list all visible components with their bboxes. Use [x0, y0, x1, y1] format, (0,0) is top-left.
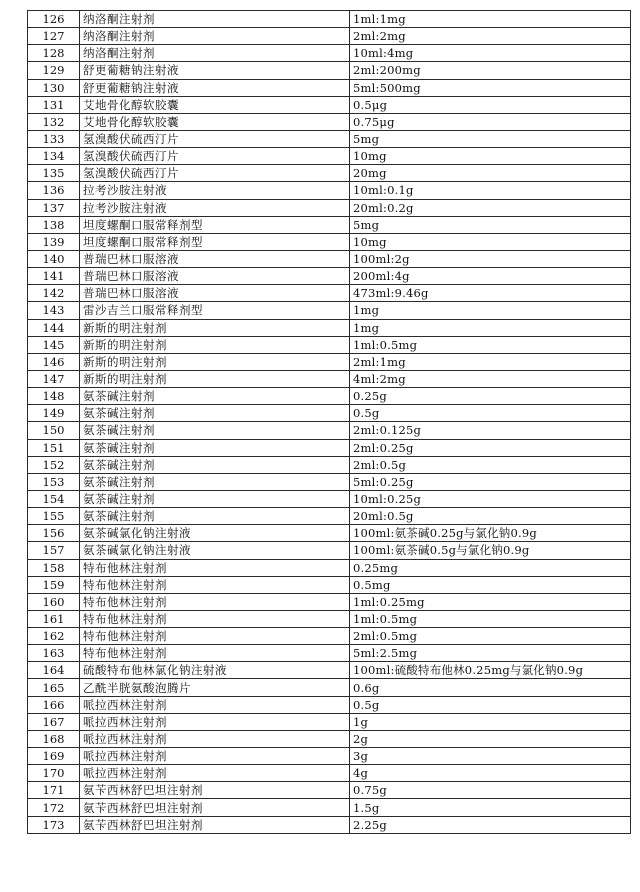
- row-number-cell: 154: [28, 490, 80, 507]
- table-row: [28, 490, 631, 507]
- drug-name-cell: 氨茶碱注射剂: [80, 508, 350, 525]
- drug-name-cell: 雷沙吉兰口服常释剂型: [80, 302, 350, 319]
- specification-cell: 2ml:2mg: [350, 28, 631, 45]
- drug-name-cell: 纳洛酮注射剂: [80, 45, 350, 62]
- specification-cell: 5ml:2.5mg: [350, 645, 631, 662]
- table-row: [28, 319, 631, 336]
- specification-cell: 473ml:9.46g: [350, 285, 631, 302]
- specification-cell: 10mg: [350, 233, 631, 250]
- drug-name-cell: 新斯的明注射剂: [80, 319, 350, 336]
- table-row: [28, 370, 631, 387]
- row-number-cell: 156: [28, 525, 80, 542]
- table-row: [28, 165, 631, 182]
- row-number-cell: 129: [28, 62, 80, 79]
- row-number-cell: 138: [28, 216, 80, 233]
- row-number-cell: 162: [28, 628, 80, 645]
- row-number-cell: 150: [28, 422, 80, 439]
- table-row: [28, 456, 631, 473]
- row-number-cell: 160: [28, 593, 80, 610]
- row-number-cell: 163: [28, 645, 80, 662]
- table-row: [28, 593, 631, 610]
- drug-name-cell: 氨茶碱注射剂: [80, 405, 350, 422]
- drug-name-cell: 氨茶碱氯化钠注射液: [80, 525, 350, 542]
- row-number-cell: 170: [28, 765, 80, 782]
- drug-name-cell: 坦度螺酮口服常释剂型: [80, 216, 350, 233]
- table-row: [28, 28, 631, 45]
- specification-cell: 5mg: [350, 216, 631, 233]
- row-number-cell: 153: [28, 473, 80, 490]
- specification-cell: 5ml:0.25g: [350, 473, 631, 490]
- table-row: [28, 148, 631, 165]
- drug-name-cell: 艾地骨化醇软胶囊: [80, 113, 350, 130]
- row-number-cell: 135: [28, 165, 80, 182]
- specification-cell: 1ml:1mg: [350, 11, 631, 28]
- drug-list-body: [28, 11, 631, 834]
- row-number-cell: 132: [28, 113, 80, 130]
- drug-name-cell: 特布他林注射剂: [80, 645, 350, 662]
- drug-name-cell: 哌拉西林注射剂: [80, 765, 350, 782]
- specification-cell: 1g: [350, 713, 631, 730]
- row-number-cell: 165: [28, 679, 80, 696]
- drug-name-cell: 氨茶碱注射剂: [80, 439, 350, 456]
- specification-cell: 2ml:1mg: [350, 353, 631, 370]
- specification-cell: 0.25g: [350, 388, 631, 405]
- row-number-cell: 136: [28, 182, 80, 199]
- specification-cell: 1.5g: [350, 799, 631, 816]
- table-row: [28, 610, 631, 627]
- drug-name-cell: 氨苄西林舒巴坦注射剂: [80, 816, 350, 833]
- specification-cell: 1mg: [350, 319, 631, 336]
- drug-name-cell: 纳洛酮注射剂: [80, 11, 350, 28]
- drug-name-cell: 氨苄西林舒巴坦注射剂: [80, 782, 350, 799]
- table-row: [28, 182, 631, 199]
- specification-cell: 1mg: [350, 302, 631, 319]
- specification-cell: 2ml:0.5mg: [350, 628, 631, 645]
- drug-name-cell: 氨茶碱注射剂: [80, 388, 350, 405]
- row-number-cell: 169: [28, 748, 80, 765]
- row-number-cell: 128: [28, 45, 80, 62]
- drug-name-cell: 新斯的明注射剂: [80, 353, 350, 370]
- table-row: [28, 268, 631, 285]
- specification-cell: 10ml:0.25g: [350, 490, 631, 507]
- drug-name-cell: 哌拉西林注射剂: [80, 730, 350, 747]
- table-row: [28, 645, 631, 662]
- table-row: [28, 559, 631, 576]
- drug-name-cell: 氢溴酸伏硫西汀片: [80, 130, 350, 147]
- row-number-cell: 145: [28, 336, 80, 353]
- table-row: [28, 422, 631, 439]
- table-row: [28, 525, 631, 542]
- row-number-cell: 161: [28, 610, 80, 627]
- drug-name-cell: 新斯的明注射剂: [80, 370, 350, 387]
- table-row: [28, 816, 631, 833]
- specification-cell: 2g: [350, 730, 631, 747]
- row-number-cell: 167: [28, 713, 80, 730]
- row-number-cell: 141: [28, 268, 80, 285]
- specification-cell: 3g: [350, 748, 631, 765]
- specification-cell: 0.5g: [350, 696, 631, 713]
- specification-cell: 100ml:氨茶碱0.5g与氯化钠0.9g: [350, 542, 631, 559]
- drug-name-cell: 乙酰半胱氨酸泡腾片: [80, 679, 350, 696]
- drug-name-cell: 特布他林注射剂: [80, 576, 350, 593]
- drug-name-cell: 氨茶碱注射剂: [80, 456, 350, 473]
- specification-cell: 10mg: [350, 148, 631, 165]
- drug-name-cell: 氨茶碱氯化钠注射液: [80, 542, 350, 559]
- specification-cell: 5ml:500mg: [350, 79, 631, 96]
- table-row: [28, 508, 631, 525]
- drug-name-cell: 氨茶碱注射剂: [80, 422, 350, 439]
- row-number-cell: 140: [28, 250, 80, 267]
- drug-name-cell: 普瑞巴林口服溶液: [80, 285, 350, 302]
- specification-cell: 100ml:氨茶碱0.25g与氯化钠0.9g: [350, 525, 631, 542]
- row-number-cell: 166: [28, 696, 80, 713]
- specification-cell: 100ml:硫酸特布他林0.25mg与氯化钠0.9g: [350, 662, 631, 679]
- specification-cell: 1ml:0.5mg: [350, 610, 631, 627]
- specification-cell: 2ml:0.125g: [350, 422, 631, 439]
- drug-name-cell: 特布他林注射剂: [80, 559, 350, 576]
- drug-name-cell: 普瑞巴林口服溶液: [80, 250, 350, 267]
- table-row: [28, 679, 631, 696]
- drug-list-table: [27, 10, 631, 834]
- specification-cell: 1ml:0.5mg: [350, 336, 631, 353]
- specification-cell: 0.5g: [350, 405, 631, 422]
- row-number-cell: 144: [28, 319, 80, 336]
- row-number-cell: 139: [28, 233, 80, 250]
- row-number-cell: 159: [28, 576, 80, 593]
- drug-name-cell: 氨茶碱注射剂: [80, 490, 350, 507]
- drug-name-cell: 特布他林注射剂: [80, 628, 350, 645]
- specification-cell: 20ml:0.5g: [350, 508, 631, 525]
- table-row: [28, 748, 631, 765]
- drug-name-cell: 哌拉西林注射剂: [80, 748, 350, 765]
- drug-name-cell: 氨苄西林舒巴坦注射剂: [80, 799, 350, 816]
- drug-name-cell: 新斯的明注射剂: [80, 336, 350, 353]
- specification-cell: 0.6g: [350, 679, 631, 696]
- specification-cell: 10ml:4mg: [350, 45, 631, 62]
- drug-name-cell: 氨茶碱注射剂: [80, 473, 350, 490]
- drug-name-cell: 氢溴酸伏硫西汀片: [80, 165, 350, 182]
- drug-name-cell: 普瑞巴林口服溶液: [80, 268, 350, 285]
- table-row: [28, 233, 631, 250]
- table-row: [28, 782, 631, 799]
- specification-cell: 10ml:0.1g: [350, 182, 631, 199]
- table-row: [28, 799, 631, 816]
- specification-cell: 0.75μg: [350, 113, 631, 130]
- specification-cell: 200ml:4g: [350, 268, 631, 285]
- row-number-cell: 157: [28, 542, 80, 559]
- row-number-cell: 149: [28, 405, 80, 422]
- table-row: [28, 696, 631, 713]
- drug-name-cell: 硫酸特布他林氯化钠注射液: [80, 662, 350, 679]
- row-number-cell: 168: [28, 730, 80, 747]
- specification-cell: 0.25mg: [350, 559, 631, 576]
- specification-cell: 4g: [350, 765, 631, 782]
- table-row: [28, 302, 631, 319]
- table-row: [28, 45, 631, 62]
- row-number-cell: 172: [28, 799, 80, 816]
- row-number-cell: 134: [28, 148, 80, 165]
- table-row: [28, 473, 631, 490]
- specification-cell: 4ml:2mg: [350, 370, 631, 387]
- specification-cell: 0.75g: [350, 782, 631, 799]
- drug-name-cell: 舒更葡糖钠注射液: [80, 79, 350, 96]
- table-row: [28, 11, 631, 28]
- table-row: [28, 439, 631, 456]
- row-number-cell: 147: [28, 370, 80, 387]
- drug-name-cell: 纳洛酮注射剂: [80, 28, 350, 45]
- table-row: [28, 713, 631, 730]
- row-number-cell: 146: [28, 353, 80, 370]
- table-row: [28, 113, 631, 130]
- specification-cell: 5mg: [350, 130, 631, 147]
- drug-name-cell: 特布他林注射剂: [80, 610, 350, 627]
- row-number-cell: 164: [28, 662, 80, 679]
- specification-cell: 20ml:0.2g: [350, 199, 631, 216]
- specification-cell: 100ml:2g: [350, 250, 631, 267]
- table-row: [28, 576, 631, 593]
- table-row: [28, 79, 631, 96]
- table-row: [28, 96, 631, 113]
- table-row: [28, 730, 631, 747]
- drug-name-cell: 哌拉西林注射剂: [80, 696, 350, 713]
- specification-cell: 1ml:0.25mg: [350, 593, 631, 610]
- row-number-cell: 142: [28, 285, 80, 302]
- row-number-cell: 158: [28, 559, 80, 576]
- row-number-cell: 155: [28, 508, 80, 525]
- row-number-cell: 127: [28, 28, 80, 45]
- table-row: [28, 336, 631, 353]
- specification-cell: 20mg: [350, 165, 631, 182]
- drug-name-cell: 哌拉西林注射剂: [80, 713, 350, 730]
- table-row: [28, 628, 631, 645]
- row-number-cell: 152: [28, 456, 80, 473]
- row-number-cell: 151: [28, 439, 80, 456]
- row-number-cell: 131: [28, 96, 80, 113]
- specification-cell: 2ml:200mg: [350, 62, 631, 79]
- drug-name-cell: 艾地骨化醇软胶囊: [80, 96, 350, 113]
- row-number-cell: 133: [28, 130, 80, 147]
- table-row: [28, 62, 631, 79]
- specification-cell: 2ml:0.25g: [350, 439, 631, 456]
- table-row: [28, 199, 631, 216]
- table-row: [28, 216, 631, 233]
- drug-name-cell: 坦度螺酮口服常释剂型: [80, 233, 350, 250]
- row-number-cell: 126: [28, 11, 80, 28]
- table-row: [28, 388, 631, 405]
- drug-name-cell: 氢溴酸伏硫西汀片: [80, 148, 350, 165]
- drug-name-cell: 拉考沙胺注射液: [80, 182, 350, 199]
- row-number-cell: 143: [28, 302, 80, 319]
- drug-name-cell: 特布他林注射剂: [80, 593, 350, 610]
- specification-cell: 2.25g: [350, 816, 631, 833]
- table-row: [28, 405, 631, 422]
- row-number-cell: 130: [28, 79, 80, 96]
- drug-name-cell: 舒更葡糖钠注射液: [80, 62, 350, 79]
- drug-name-cell: 拉考沙胺注射液: [80, 199, 350, 216]
- table-row: [28, 285, 631, 302]
- row-number-cell: 173: [28, 816, 80, 833]
- row-number-cell: 171: [28, 782, 80, 799]
- table-row: [28, 542, 631, 559]
- row-number-cell: 148: [28, 388, 80, 405]
- specification-cell: 2ml:0.5g: [350, 456, 631, 473]
- row-number-cell: 137: [28, 199, 80, 216]
- table-row: [28, 662, 631, 679]
- table-row: [28, 353, 631, 370]
- specification-cell: 0.5μg: [350, 96, 631, 113]
- table-row: [28, 130, 631, 147]
- table-row: [28, 250, 631, 267]
- specification-cell: 0.5mg: [350, 576, 631, 593]
- table-row: [28, 765, 631, 782]
